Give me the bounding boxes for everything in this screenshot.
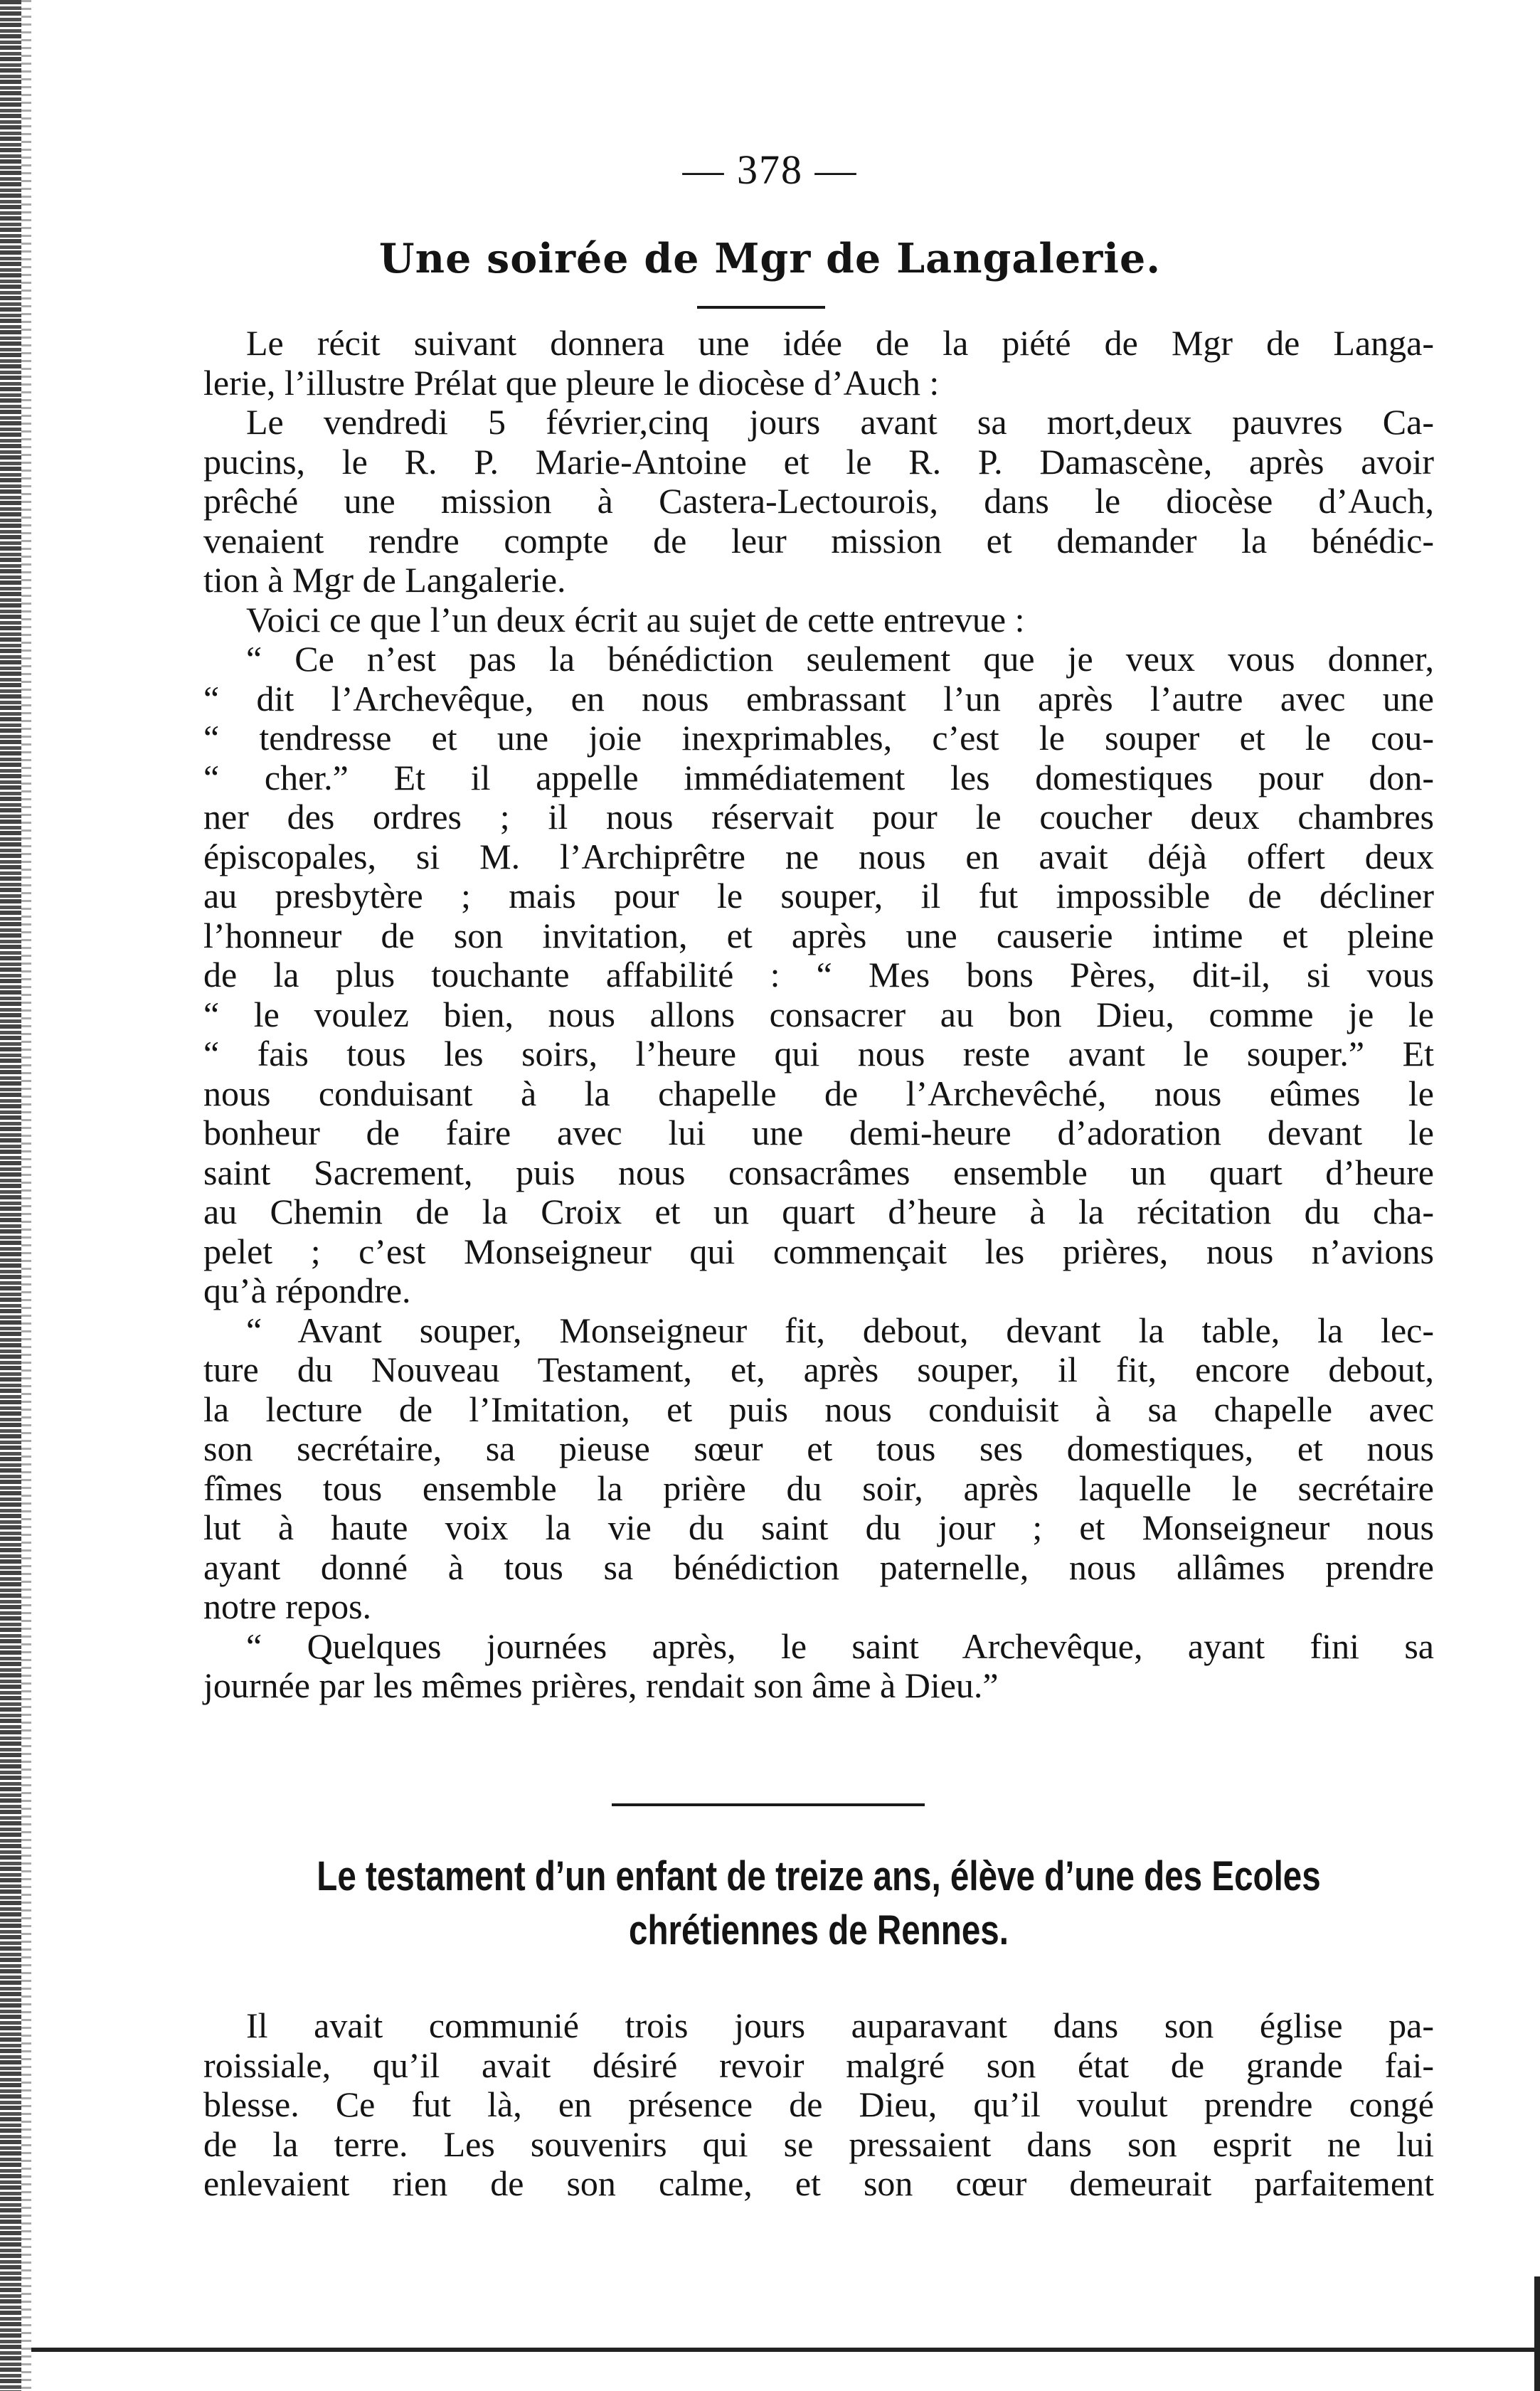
text-line: roissiale, qu’il avait désiré revoir malgré son état de grande fai- (203, 2045, 1434, 2085)
text-line: “ Quelques journées après, le saint Archevêque, ayant fini sa (246, 1626, 1434, 1666)
section-2-body (203, 2006, 1434, 2204)
page-border-bottom (31, 2348, 1540, 2352)
text-line: “ Avant souper, Monseigneur fit, debout, devant la table, la lec- (246, 1310, 1434, 1350)
text-line: blesse. Ce fut là, en présence de Dieu, qu’il voulut prendre congé (203, 2084, 1434, 2124)
text-line: fîmes tous ensemble la prière du soir, après laquelle le secrétaire (203, 1468, 1434, 1508)
section-1-title: Une soirée de Mgr de Langalerie. (378, 235, 1162, 282)
text-line: lerie, l’illustre Prélat que pleure le diocèse d’Auch : (203, 362, 940, 403)
text-line: “ tendresse et une joie inexprimables, c’est le souper et le cou- (203, 718, 1434, 758)
text-line: pucins, le R. P. Marie-Antoine et le R. P. Damascène, après avoir (203, 441, 1434, 482)
text-line: “ fais tous les soirs, l’heure qui nous reste avant le souper.” Et (203, 1034, 1434, 1073)
text-line: tion à Mgr de Langalerie. (203, 560, 566, 600)
text-line: venaient rendre compte de leur mission et demander la bénédic- (203, 520, 1434, 561)
text-line: Le récit suivant donnera une idée de la piété de Mgr de Langa- (246, 323, 1434, 363)
binding-edge-shadow (21, 0, 31, 2391)
text-line: saint Sacrement, puis nous consacrâmes ensemble un quart d’heure (203, 1152, 1434, 1192)
text-line: notre repos. (203, 1586, 372, 1626)
text-line: de la terre. Les souvenirs qui se pressaient dans son esprit ne lui (203, 2124, 1434, 2164)
text-line: “ Ce n’est pas la bénédiction seulement que je veux vous donner, (246, 639, 1434, 679)
section-divider (612, 1803, 925, 1806)
text-line: l’honneur de son invitation, et après une causerie intime et pleine (203, 915, 1434, 955)
text-line: de la plus touchante affabilité : “ Mes bons Pères, dit-il, si vous (203, 955, 1434, 995)
section-1-body (203, 324, 1434, 1706)
text-line: épiscopales, si M. l’Archiprêtre ne nous en avait déjà offert deux (203, 836, 1434, 876)
text-line: la lecture de l’Imitation, et puis nous conduisit à sa chapelle avec (203, 1389, 1434, 1429)
text-line: au presbytère ; mais pour le souper, il fut impossible de décliner (203, 876, 1434, 916)
text-line: ner des ordres ; il nous réservait pour le coucher deux chambres (203, 797, 1434, 837)
section-2-title-line-1: Le testament d’un enfant de treize ans, élève d’une des Ecoles (317, 1853, 1321, 1899)
text-line: son secrétaire, sa pieuse sœur et tous ses domestiques, et nous (203, 1428, 1434, 1468)
text-line: enlevaient rien de son calme, et son cœur demeurait parfaitement (203, 2163, 1434, 2203)
text-line: ture du Nouveau Testament, et, après souper, il fit, encore debout, (203, 1350, 1434, 1389)
page-border-right (1534, 2276, 1540, 2391)
text-line: journée par les mêmes prières, rendait son âme à Dieu.” (203, 1665, 999, 1705)
text-line: “ cher.” Et il appelle immédiatement les domestiques pour don- (203, 757, 1434, 797)
text-line: pelet ; c’est Monseigneur qui commençait les prières, nous n’avions (203, 1231, 1434, 1271)
text-line: qu’à répondre. (203, 1271, 411, 1310)
text-line: au Chemin de la Croix et un quart d’heure à la récitation du cha- (203, 1192, 1434, 1231)
text-line: “ le voulez bien, nous allons consacrer au bon Dieu, comme je le (203, 994, 1434, 1034)
text-line: lut à haute voix la vie du saint du jour ; et Monseigneur nous (203, 1507, 1434, 1547)
text-line: “ dit l’Archevêque, en nous embrassant l’un après l’autre avec une (203, 678, 1434, 719)
page-number: — 378 — (682, 147, 858, 193)
text-line: prêché une mission à Castera-Lectourois, dans le diocèse d’Auch, (203, 481, 1434, 521)
title-rule (697, 306, 825, 309)
text-line: bonheur de faire avec lui une demi-heure d’adoration devant le (203, 1113, 1434, 1152)
binding-edge (0, 0, 21, 2391)
text-line: Le vendredi 5 février,cinq jours avant sa mort,deux pauvres Ca- (246, 402, 1434, 442)
text-line: Il avait communié trois jours auparavant dans son église pa- (246, 2005, 1434, 2045)
text-line: nous conduisant à la chapelle de l’Archevêché, nous eûmes le (203, 1073, 1434, 1113)
text-line: Voici ce que l’un deux écrit au sujet de cette entrevue : (246, 599, 1025, 640)
text-line: ayant donné à tous sa bénédiction paternelle, nous allâmes prendre (203, 1547, 1434, 1587)
section-2-title (314, 1850, 1324, 1958)
section-2-title-line-2: chrétiennes de Rennes. (629, 1907, 1009, 1953)
